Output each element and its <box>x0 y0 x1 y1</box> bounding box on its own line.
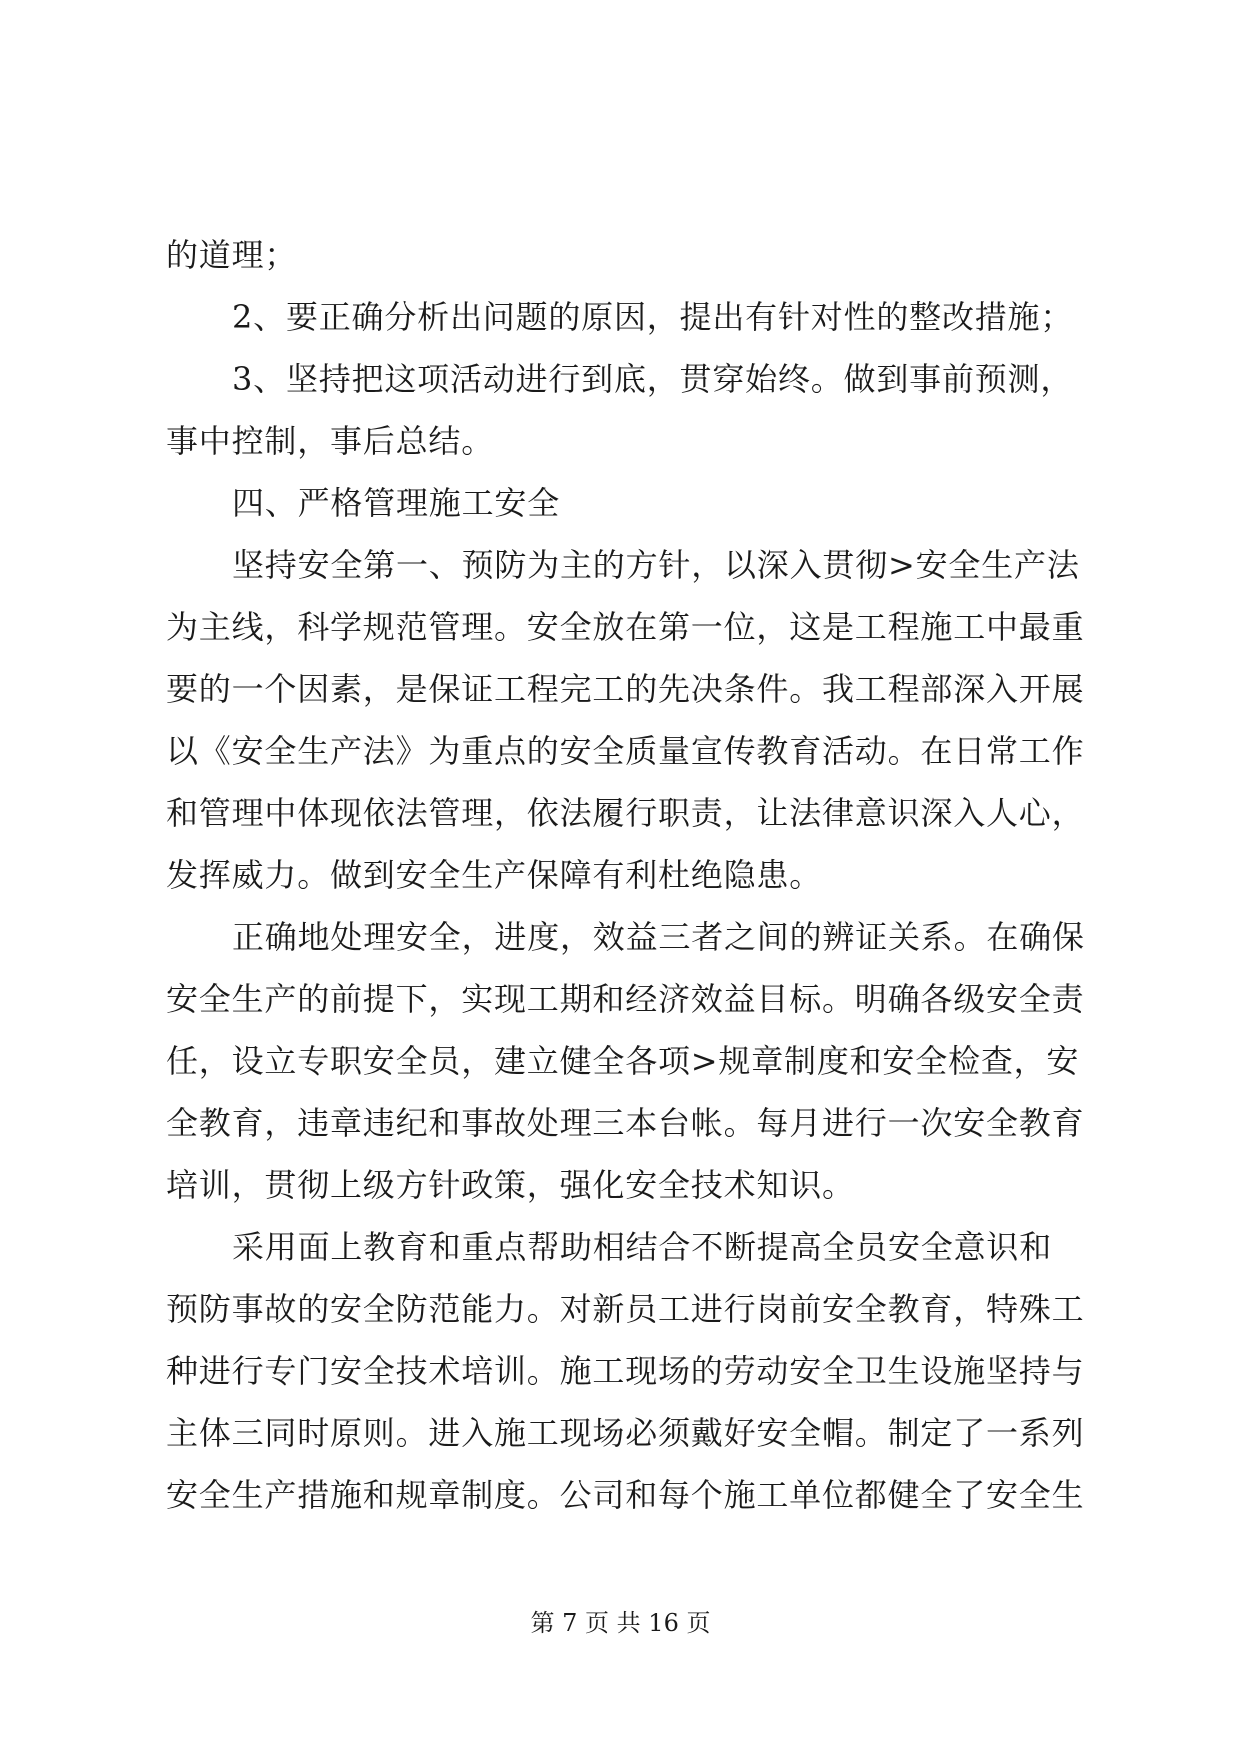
paragraph-line: 全教育，违章违纪和事故处理三本台帐。每月进行一次安全教育 <box>166 1104 1085 1142</box>
section-heading: 四、严格管理施工安全 <box>232 484 561 522</box>
paragraph-line: 正确地处理安全，进度，效益三者之间的辨证关系。在确保 <box>232 918 1085 956</box>
paragraph-line: 培训，贯彻上级方针政策，强化安全技术知识。 <box>166 1166 855 1204</box>
paragraph-line: 以《安全生产法》为重点的安全质量宣传教育活动。在日常工作 <box>166 732 1085 770</box>
text-line: 的道理； <box>166 236 298 274</box>
paragraph-line: 为主线，科学规范管理。安全放在第一位，这是工程施工中最重 <box>166 608 1085 646</box>
paragraph-line: 坚持安全第一、预防为主的方针，以深入贯彻>安全生产法 <box>232 546 1080 584</box>
paragraph-line: 要的一个因素，是保证工程完工的先决条件。我工程部深入开展 <box>166 670 1085 708</box>
paragraph-line: 采用面上教育和重点帮助相结合不断提高全员安全意识和 <box>232 1228 1053 1266</box>
paragraph-line: 发挥威力。做到安全生产保障有利杜绝隐患。 <box>166 856 823 894</box>
paragraph-line: 主体三同时原则。进入施工现场必须戴好安全帽。制定了一系列 <box>166 1414 1085 1452</box>
paragraph-line: 安全生产措施和规章制度。公司和每个施工单位都健全了安全生 <box>166 1476 1085 1514</box>
list-item-2: 2、要正确分析出问题的原因，提出有针对性的整改措施； <box>232 298 1074 336</box>
document-body <box>166 224 1086 1526</box>
paragraph-line: 种进行专门安全技术培训。施工现场的劳动安全卫生设施坚持与 <box>166 1352 1085 1390</box>
paragraph-line: 预防事故的安全防范能力。对新员工进行岗前安全教育，特殊工 <box>166 1290 1085 1328</box>
page-number-footer: 第 7 页 共 16 页 <box>530 1609 711 1637</box>
paragraph-line: 和管理中体现依法管理，依法履行职责，让法律意识深入人心， <box>166 794 1085 832</box>
list-item-3: 3、坚持把这项活动进行到底，贯穿始终。做到事前预测， <box>232 360 1074 398</box>
text-line: 事中控制，事后总结。 <box>166 422 495 460</box>
paragraph-line: 安全生产的前提下，实现工期和经济效益目标。明确各级安全责 <box>166 980 1085 1018</box>
paragraph-line: 任，设立专职安全员，建立健全各项>规章制度和安全检查，安 <box>166 1042 1080 1080</box>
